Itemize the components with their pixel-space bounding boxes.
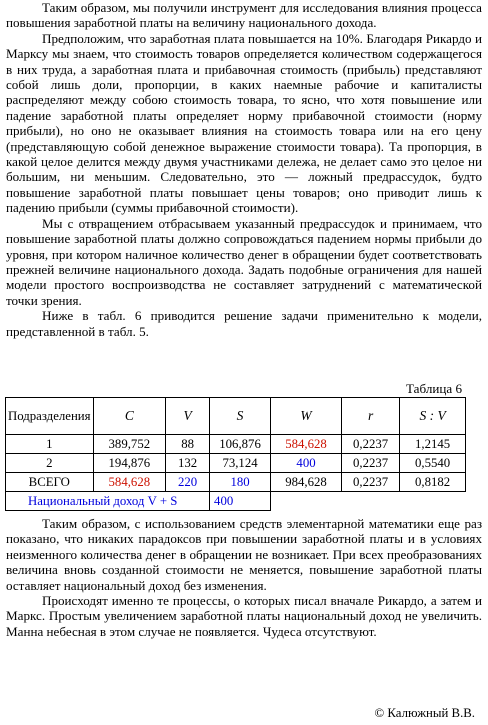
national-income-value: 400 xyxy=(210,492,271,511)
cell: 0,2237 xyxy=(342,473,400,492)
cell-highlight-red: 584,628 xyxy=(93,473,166,492)
blank-cell xyxy=(342,492,400,511)
cell-highlight-blue: 220 xyxy=(166,473,210,492)
table-row xyxy=(6,454,466,473)
top-text xyxy=(0,0,488,339)
cell: 0,5540 xyxy=(400,454,466,473)
paragraph-4: Ниже в табл. 6 приводится решение задачи применительно к модели, представленной в табл. 5. xyxy=(6,308,482,339)
header-division: Подразделения xyxy=(6,398,94,435)
blank-cell xyxy=(271,492,342,511)
bottom-text xyxy=(0,516,488,639)
cell: ВСЕГО xyxy=(6,473,94,492)
header-s-v: S : V xyxy=(400,398,466,435)
cell: 0,2237 xyxy=(342,435,400,454)
cell: 1,2145 xyxy=(400,435,466,454)
paragraph-2: Предположим, что заработная плата повышается на 10%. Благодаря Рикардо и Марксу мы знаем, что стоимость товаров определяется количеством содержащегося в них труда, а заработная плата и прибавочная стоимость (прибыль) представляют собой лишь доли, пропорции, в каких наемные рабочие и капиталисты распределяют между собою стоимость товара, то ясно, что хотя повышение или падение заработной платы определяет норму прибавочной стоимости (норму прибыли), но оно не оказывает влияния на стоимость товара или на его цену (представляющую собой денежное выражение стоимости товара). Та пропорция, в какой целое делится между двумя участниками дележа, не делает само это целое ни большим, ни меньшим. Следовательно, это — ложный предрассудок, будто повышение заработной платы повышает цены товаров; оно приводит лишь к падению прибыли (суммы прибавочной стоимости). xyxy=(6,30,482,216)
cell: 73,124 xyxy=(210,454,271,473)
paragraph-5: Таким образом, с использованием средств элементарной математики еще раз показано, что никаких парадоксов при повышении заработной платы и в условиях неизменного количества денег в обращении не возникает. При всех преобразованиях величина вновь созданной стоимости не меняется, повышение заработной платы оставляет национальный доход без изменения. xyxy=(6,516,482,593)
copyright: © Калюжный В.В. xyxy=(374,706,475,720)
national-income-label: Национальный доход V + S xyxy=(6,492,210,511)
table-row-total xyxy=(6,473,466,492)
cell: 106,876 xyxy=(210,435,271,454)
paragraph-1: Таким образом, мы получили инструмент для исследования влияния процесса повышения заработной платы на величину национального дохода. xyxy=(6,0,482,31)
table-6 xyxy=(5,397,466,511)
table-row xyxy=(6,435,466,454)
blank-cell xyxy=(400,492,466,511)
cell: 132 xyxy=(166,454,210,473)
paragraph-3: Мы с отвращением отбрасываем указанный предрассудок и принимаем, что повышение заработной платы должно сопровождаться падением нормы прибыли до уровня, при котором наличное количество денег в обращении будет соответствовать прежней величине национального дохода. Задать подобные ограничения для нашей модели простого воспроизводства не составляет затруднений с математической точки зрения. xyxy=(6,215,482,308)
cell-highlight-red: 584,628 xyxy=(271,435,342,454)
table-header-row xyxy=(6,398,466,435)
header-w: W xyxy=(271,398,342,435)
cell: 2 xyxy=(6,454,94,473)
cell: 88 xyxy=(166,435,210,454)
header-r: r xyxy=(342,398,400,435)
cell: 194,876 xyxy=(93,454,166,473)
cell: 389,752 xyxy=(93,435,166,454)
cell: 0,2237 xyxy=(342,454,400,473)
cell: 1 xyxy=(6,435,94,454)
cell: 0,8182 xyxy=(400,473,466,492)
cell-highlight-blue: 400 xyxy=(271,454,342,473)
cell-highlight-blue: 180 xyxy=(210,473,271,492)
header-c: C xyxy=(93,398,166,435)
header-s: S xyxy=(210,398,271,435)
header-v: V xyxy=(166,398,210,435)
table-caption: Таблица 6 xyxy=(406,381,462,396)
paragraph-6: Происходят именно те процессы, о которых писал вначале Рикардо, а затем и Маркс. Простым увеличением заработной платы национальный доход не увеличить. Манна небесная в этом случае не появляется. Чудеса отсутствуют. xyxy=(6,593,482,639)
cell: 984,628 xyxy=(271,473,342,492)
table-row-national-income xyxy=(6,492,466,511)
